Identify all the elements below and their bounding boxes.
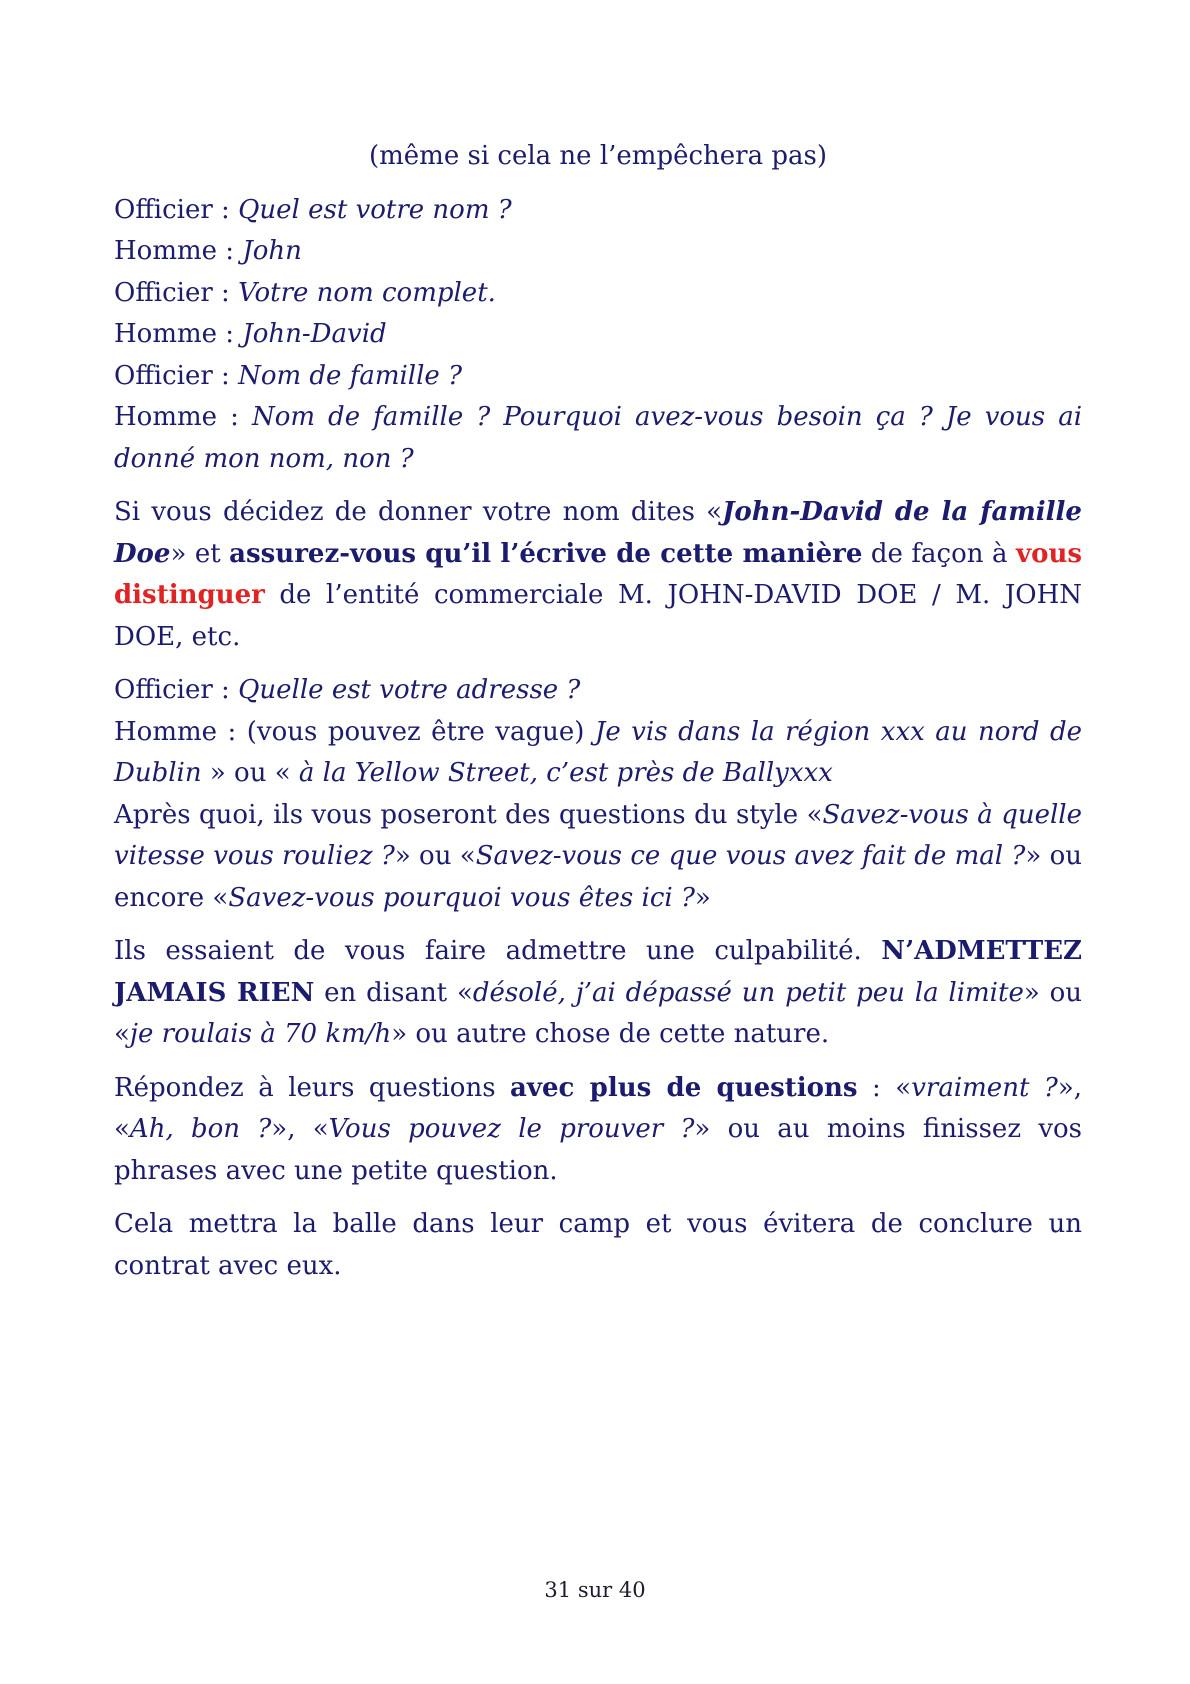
text-run: » ou « xyxy=(114,977,1082,1049)
text-run: Répondez à leurs questions xyxy=(114,1072,511,1103)
spoken-line: Votre nom complet. xyxy=(238,277,496,308)
text-run: » ou « xyxy=(394,841,476,871)
spoken-line: Nom de famille ? xyxy=(238,360,463,391)
text-run: » ou encore « xyxy=(114,841,1082,913)
spoken-line: Je vis dans la région xxx au nord de Dublin xyxy=(114,716,1083,788)
dialogue-line xyxy=(114,231,1082,273)
emphasis-red: vous distinguer xyxy=(114,538,1082,610)
quote-example: désolé, j’ai dépassé un petit peu la limite xyxy=(472,977,1024,1008)
emphasis-bold: avec plus de questions xyxy=(510,1072,858,1103)
quote-example: vraiment ? xyxy=(911,1072,1058,1103)
text-run: » ou autre chose de cette nature. xyxy=(391,1019,830,1049)
text-run: », « xyxy=(271,1114,329,1144)
spoken-line: John xyxy=(242,236,302,266)
spoken-line: à la Yellow Street, c’est près de Ballyxxx xyxy=(298,758,833,788)
text-run: » ou au moins finissez vos phrases avec une petite question. xyxy=(114,1114,1082,1186)
aside: (vous pouvez être vague) xyxy=(246,716,585,747)
text-run: », « xyxy=(114,1072,1082,1144)
quote-example: Ah, bon ? xyxy=(129,1114,272,1144)
family-name-example: John-David de la famille Doe xyxy=(114,497,1082,569)
text-run: Ils essaient de vous faire admettre une culpabilité. xyxy=(114,936,882,966)
guilt-paragraph xyxy=(114,931,1082,1056)
question-example: Savez-vous pourquoi vous êtes ici ? xyxy=(228,882,695,913)
question-example: Savez-vous ce que vous avez fait de mal ? xyxy=(475,841,1026,871)
quote-example: Vous pouvez le prouver ? xyxy=(328,1114,695,1144)
speaker: Officier : xyxy=(114,360,230,391)
dialogue-line xyxy=(114,314,1082,356)
dialogue-line xyxy=(114,670,1082,712)
speaker: Homme : xyxy=(114,716,237,747)
text-run: » et xyxy=(170,538,230,569)
text-run: en disant « xyxy=(314,977,473,1008)
spoken-line: Quel est votre nom ? xyxy=(238,194,512,225)
dialogue-line xyxy=(114,190,1082,232)
speaker: Officier : xyxy=(114,277,230,308)
quote-example: je roulais à 70 km/h xyxy=(129,1019,392,1049)
question-example: Savez-vous à quelle vitesse vous rouliez ? xyxy=(114,799,1083,871)
page-body xyxy=(114,136,1082,1287)
spoken-line: John-David xyxy=(242,319,387,349)
name-paragraph xyxy=(114,492,1082,658)
conclusion-paragraph: Cela mettra la balle dans leur camp et vous évitera de conclure un contrat avec eux. xyxy=(114,1209,1082,1281)
speaker: Officier : xyxy=(114,675,230,705)
address-block xyxy=(114,670,1082,919)
page-number: 31 sur 40 xyxy=(544,1578,646,1602)
parenthetical-note: (même si cela ne l’empêchera pas) xyxy=(368,141,827,171)
emphasis-bold: N’ADMETTEZ JAMAIS RIEN xyxy=(114,936,1082,1008)
reply-paragraph xyxy=(114,1068,1082,1193)
text-run: » ou « xyxy=(201,758,299,788)
dialogue-block xyxy=(114,190,1082,481)
emphasis-bold: assurez-vous qu’il l’écrive de cette manière xyxy=(229,538,863,569)
dialogue-line xyxy=(114,397,1082,480)
spoken-line: Nom de famille ? Pourquoi avez-vous besoin ça ? Je vous ai donné mon nom, non ? xyxy=(114,402,1083,474)
text-run: » xyxy=(694,882,711,913)
spoken-line: Quelle est votre adresse ? xyxy=(238,675,581,705)
speaker: Homme : xyxy=(114,236,235,266)
text-run: de l’entité commerciale M. JOHN-DAVID DOE / M. JOHN DOE, etc. xyxy=(114,580,1082,652)
text-run: : « xyxy=(857,1072,912,1103)
after-paragraph xyxy=(114,795,1082,920)
text-run: Si vous décidez de donner votre nom dites « xyxy=(114,497,723,527)
text-run: de façon à xyxy=(862,538,1016,569)
speaker: Homme : xyxy=(114,319,235,349)
speaker: Homme : xyxy=(114,402,239,432)
dialogue-line xyxy=(114,712,1082,795)
speaker: Officier : xyxy=(114,194,230,225)
text-run: Après quoi, ils vous poseront des questions du style « xyxy=(114,799,823,830)
dialogue-line xyxy=(114,273,1082,315)
dialogue-line xyxy=(114,356,1082,398)
